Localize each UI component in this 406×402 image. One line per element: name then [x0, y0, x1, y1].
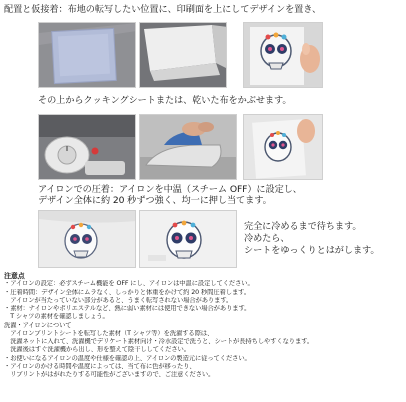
- sheet-on-cloth-icon: [39, 23, 136, 88]
- cooking-sheet-photo: [139, 22, 227, 88]
- ironing-photo: [139, 114, 237, 180]
- notes-line: ・お使いになるアイロンの温度や仕様を確認の上、アイロンの製造元に従ってください。: [4, 354, 251, 362]
- transfer-sheet-on-fabric-photo: [38, 22, 136, 88]
- step3-line2: 冷めたら、: [244, 233, 290, 244]
- step2-heading-line2: デザイン全体に約 20 秒ずつ強く、均一に押し当てます。: [38, 195, 272, 206]
- step1-subheading: その上からクッキングシートまたは、乾いた布をかぶせます。: [38, 95, 292, 106]
- notes-line: ・素材：ナイロンやポリエステルなど、熱に弱い素材には使用できない場合があります。: [4, 305, 251, 312]
- step3-line3: シートをゆっくりとはがします。: [244, 245, 380, 256]
- sugar-skull-icon: [244, 115, 323, 180]
- finished-skull-tshirt-photo-1: [38, 210, 136, 268]
- peeling-design-photo: [243, 114, 323, 180]
- notes-section: [4, 272, 404, 379]
- step1-heading: 配置と仮接着：布地の転写したい位置に、印刷面を上にしてデザインを置き、: [4, 4, 322, 15]
- skull-design-placed-photo: [243, 22, 323, 88]
- notes-line: リプリントがはがれたりする可能性がございますので、ご注意ください。: [4, 371, 215, 378]
- folded-sheet-icon: [140, 23, 227, 88]
- notes-line: ・アイロンの設定：必ずスチーム機能を OFF にし、アイロンは中温に設定してください。: [4, 280, 254, 288]
- notes-line: 洗濯・アイロンについて: [4, 321, 72, 329]
- sugar-skull-icon: [39, 211, 136, 268]
- notes-line: ・圧着時間：デザイン全体にムラなく、しっかりと体重をかけて約 20 秒間圧着します。: [4, 288, 251, 296]
- iron-icon: [140, 115, 237, 180]
- sugar-skull-icon: [140, 211, 237, 268]
- notes-line: 洗濯後はすぐ洗濯機から出し、形を整えて陰干ししてください。: [4, 346, 190, 354]
- step3-line1: 完全に冷めるまで待ちます。: [244, 221, 362, 232]
- notes-line: T シャツの素材を確認しましょう。: [4, 313, 109, 321]
- sugar-skull-icon: [244, 23, 323, 88]
- notes-title: 注意点: [4, 272, 25, 280]
- notes-line: ・アイロンのかける時間や温度によっては、当て布に色が移ったり、: [4, 362, 196, 370]
- iron-dial-photo: [38, 114, 136, 180]
- step2-heading-line1: アイロンでの圧着：アイロンを中温（スチーム OFF）に設定し、: [38, 184, 302, 195]
- notes-line: 洗濯ネットに入れて、洗濯機でデリケート素材向け・冷水設定で洗うと、シートが長持ちしやすくなります。: [4, 338, 314, 345]
- finished-skull-tshirt-photo-2: [139, 210, 237, 268]
- notes-line: アイロンプリントシートを転写した素材（T シャツ等）を洗濯する際は、: [4, 329, 214, 337]
- notes-line: アイロンが当たっていない部分があると、うまく転写されない場合があります。: [4, 296, 233, 304]
- iron-dial-icon: [39, 115, 136, 180]
